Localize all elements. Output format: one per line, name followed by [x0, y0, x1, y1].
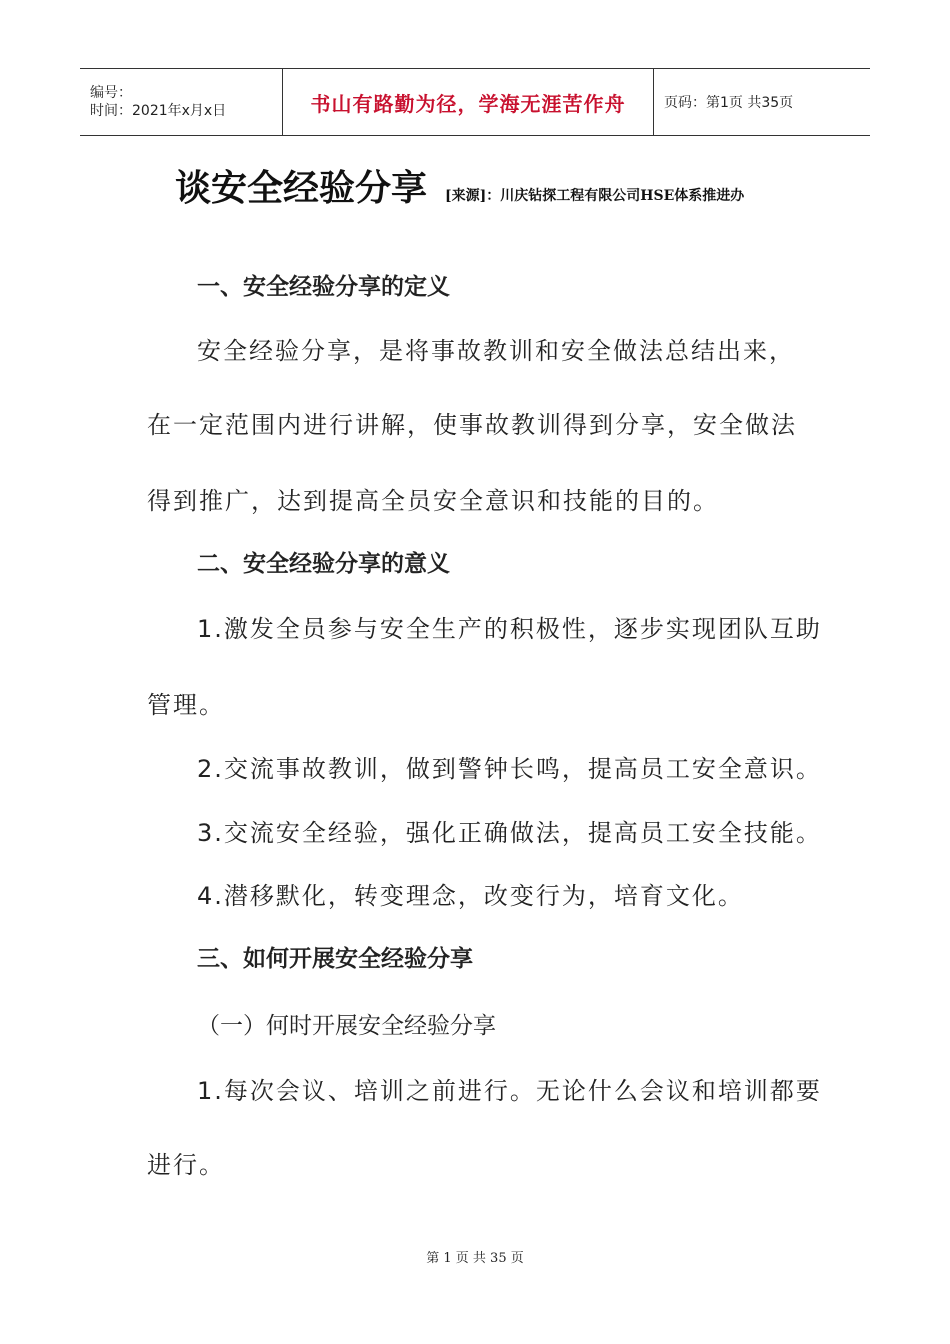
title-row: [175, 160, 744, 211]
list-item-line: 1.每次会议、培训之前进行。无论什么会议和培训都要: [197, 1077, 822, 1105]
list-item-line: 进行。: [147, 1151, 225, 1179]
list-item-line: 2.交流事故教训，做到警钟长鸣，提高员工安全意识。: [197, 755, 822, 783]
list-item-line: 管理。: [147, 691, 225, 719]
header-meta: [80, 69, 282, 135]
document-source: [来源]：川庆钻探工程有限公司HSE体系推进办: [445, 188, 745, 204]
header-page-number: 页码：第1页 共35页: [664, 95, 794, 111]
page-footer: 第 1 页 共 35 页: [426, 1251, 524, 1266]
document-title: 谈安全经验分享: [175, 167, 428, 209]
page-header: [80, 68, 870, 136]
list-item-line: 1.激发全员参与安全生产的积极性，逐步实现团队互助: [197, 615, 822, 643]
header-motto: 书山有路勤为径，学海无涯苦作舟: [282, 69, 654, 135]
list-item-line: 3.交流安全经验，强化正确做法，提高员工安全技能。: [197, 819, 822, 847]
section-heading-2: 二、安全经验分享的意义: [197, 550, 450, 577]
paragraph-line: 安全经验分享，是将事故教训和安全做法总结出来，: [197, 337, 795, 365]
section-heading-1: 一、安全经验分享的定义: [197, 273, 450, 300]
paragraph-line: 在一定范围内进行讲解，使事故教训得到分享，安全做法: [147, 411, 797, 439]
section-heading-3: 三、如何开展安全经验分享: [197, 945, 473, 972]
subsection-heading: （一）何时开展安全经验分享: [197, 1013, 496, 1039]
paragraph-line: 得到推广，达到提高全员安全意识和技能的目的。: [147, 487, 719, 515]
document-number-label: 编号：: [90, 85, 132, 101]
document-date: 时间：2021年x月x日: [90, 103, 227, 119]
list-item-line: 4.潜移默化，转变理念，改变行为，培育文化。: [197, 882, 744, 910]
